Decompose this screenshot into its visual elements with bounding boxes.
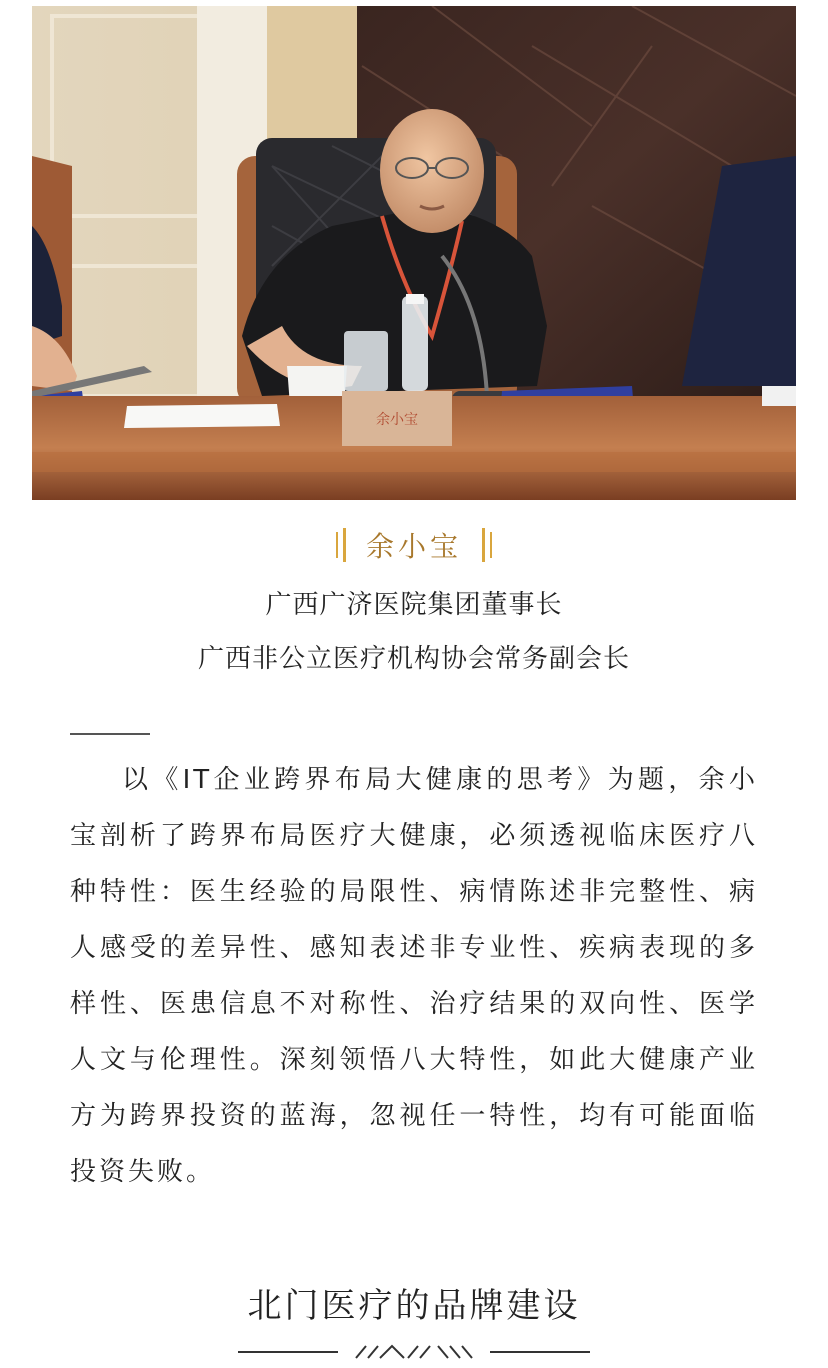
speaker-title-2: 广西非公立医疗机构协会常务副会长: [197, 644, 630, 674]
left-bar-decoration: [336, 528, 346, 562]
speaker-title-1: 广西广济医院集团董事长: [265, 590, 563, 620]
right-bar-decoration: [482, 528, 492, 562]
section-title: 北门医疗的品牌建设: [247, 1286, 581, 1326]
nameplate: 余小宝: [376, 412, 418, 428]
speaker-photo: [32, 6, 796, 500]
divider: [70, 733, 150, 735]
paragraph: 以《IT企业跨界布局大健康的思考》为题，余小宝剖析了跨界布局医疗大健康，必须透视临床医疗八种特性：医生经验的局限性、病情陈述非完整性、病人感受的差异性、感知表述非专业性、疾病表现的多样性、医患信息不对称性、治疗结果的双向性、医学人文与伦理性。深刻领悟八大特性，如此大健康产业方为跨界投资的蓝海，忽视任一特性，均有可能面临投资失败。: [70, 765, 758, 1187]
article-body: [70, 752, 758, 1200]
section-divider-decoration: [0, 1338, 828, 1362]
speaker-name-row: [0, 520, 828, 570]
speaker-name: 余小宝: [365, 530, 462, 563]
